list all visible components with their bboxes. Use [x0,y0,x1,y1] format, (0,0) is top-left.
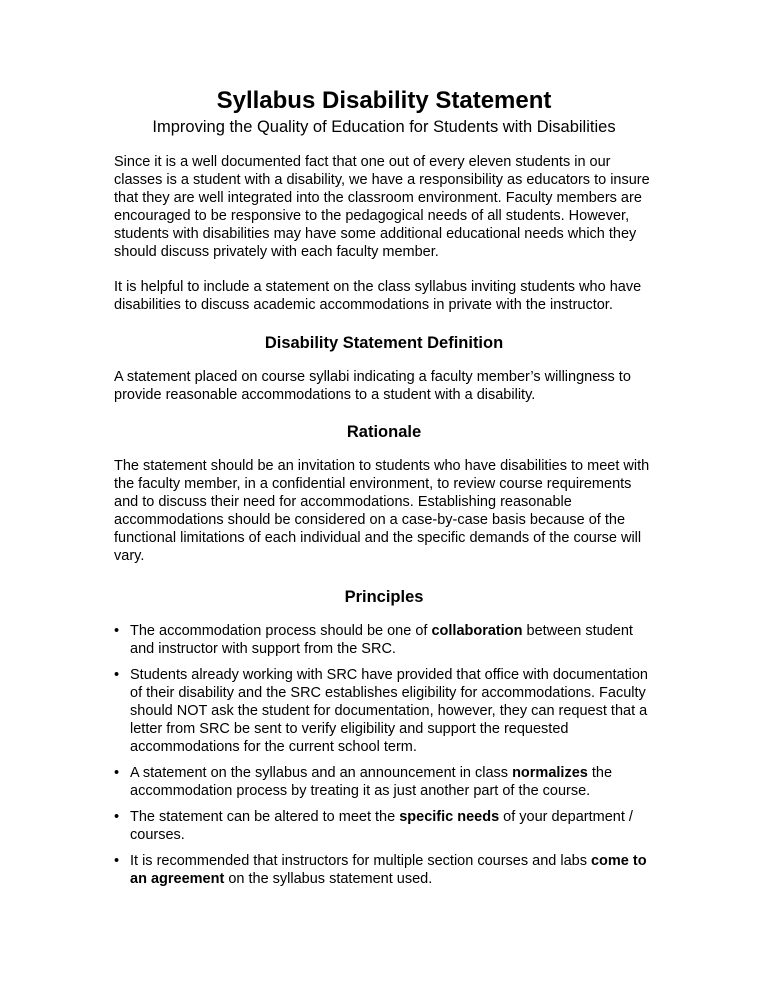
section-heading-definition: Disability Statement Definition [264,334,504,352]
bullet-icon: • [114,667,120,683]
list-item-text: A statement on the syllabus and an announcement in class [130,765,513,781]
list-item [114,852,659,888]
list-item-text: Students already working with SRC have provided that office with documentation of their disability and the SRC establishes eligibility for accommodations. Faculty should NOT ask the student for documentation, however, they can request that a letter from SRC be sent to verify eligibility and support the requested accommodations for the current school term. [130,667,648,755]
list-item-text: It is recommended that instructors for multiple section courses and labs [130,853,591,869]
principles-list [114,622,659,888]
list-item-text: the accommodation process by treating it as just another part of the course. [130,765,613,799]
list-item [114,622,659,658]
intro-paragraph-2: It is helpful to include a statement on the class syllabus inviting students who have disabilities to discuss academic accommodations in private with the instructor. [114,279,642,313]
section-heading-principles: Principles [344,588,424,606]
list-item-text: The accommodation process should be one of [130,623,432,639]
bullet-icon: • [114,809,120,825]
list-item-emphasis: come to an agreement [130,853,647,887]
intro-paragraph-1: Since it is a well documented fact that one out of every eleven students in our classes is a student with a disability, we have a responsibility as educators to insure that they are well integrated into the classroom environment. Faculty members are encouraged to be responsive to the pedagogical needs of all students. However, students with disabilities may have some additional educational needs which they should discuss privately with each faculty member. [114,154,650,260]
list-item [114,764,659,800]
page-subtitle: Improving the Quality of Education for Students with Disabilities [152,118,616,136]
list-item-text: of your department / courses. [130,809,633,843]
definition-paragraph: A statement placed on course syllabi indicating a faculty member’s willingness to provide reasonable accommodations to a student with a disability. [114,369,631,403]
bullet-icon: • [114,853,120,869]
page-title: Syllabus Disability Statement [216,87,552,114]
list-item [114,808,659,844]
list-item [114,666,659,756]
bullet-icon: • [114,623,120,639]
list-item-emphasis: normalizes [512,765,588,781]
list-item-text: between student and instructor with support from the SRC. [130,623,633,657]
bullet-icon: • [114,765,120,781]
list-item-emphasis: specific needs [399,809,500,825]
list-item-text: on the syllabus statement used. [224,871,433,887]
rationale-paragraph: The statement should be an invitation to students who have disabilities to meet with the faculty member, in a confidential environment, to review course requirements and to discuss their need for accommodations. Establishing reasonable accommodations should be considered on a case-by-case basis because of the functional limitations of each individual and the specific demands of the course will vary. [114,458,650,564]
list-item-text: The statement can be altered to meet the [130,809,400,825]
section-heading-rationale: Rationale [346,423,422,441]
list-item-emphasis: collaboration [431,623,523,639]
